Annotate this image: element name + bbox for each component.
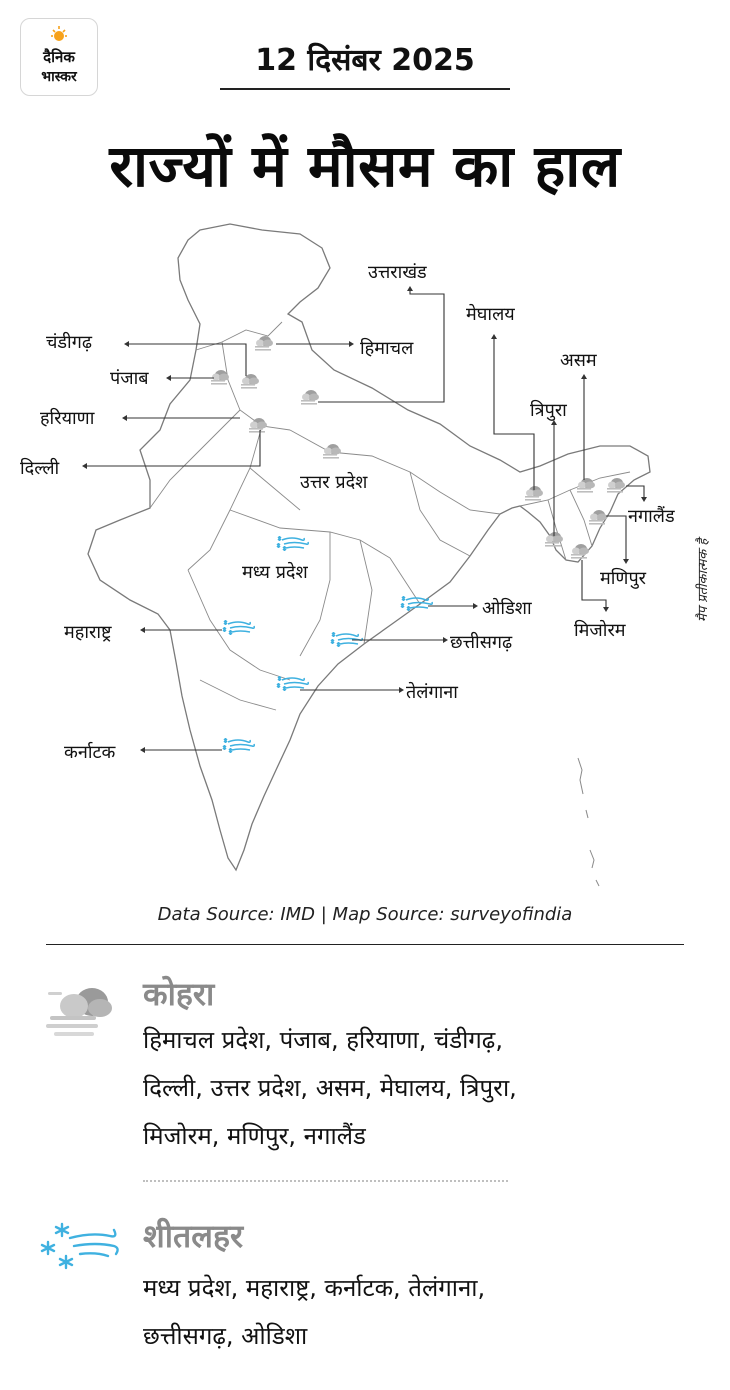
india-weather-map	[0, 210, 730, 910]
legend-coldwave-states	[143, 1264, 703, 1360]
fog-cloud-icon	[44, 980, 116, 1040]
label-karnataka: कर्नाटक	[64, 742, 116, 763]
legend-separator	[143, 1180, 508, 1182]
sun-icon	[49, 25, 69, 45]
label-odisha: ओडिशा	[482, 598, 532, 619]
legend-coldwave-line: छत्तीसगढ़, ओडिशा	[143, 1322, 308, 1350]
india-outline	[88, 224, 650, 870]
label-himachal: हिमाचल	[360, 338, 414, 359]
divider-line	[46, 944, 684, 945]
legend-coldwave-title: शीतलहर	[143, 1217, 244, 1255]
label-chandigarh: चंडीगढ़	[46, 332, 92, 353]
legend-coldwave-line: मध्य प्रदेश, महाराष्ट्र, कर्नाटक, तेलंगाना,	[143, 1274, 486, 1302]
legend-fog-line: मिजोरम, मणिपुर, नगालैंड	[143, 1122, 366, 1150]
label-assam: असम	[560, 350, 597, 371]
label-haryana: हरियाणा	[40, 408, 95, 429]
label-uttar-pradesh: उत्तर प्रदेश	[300, 472, 368, 493]
date-underline	[220, 88, 510, 90]
label-manipur: मणिपुर	[600, 568, 647, 589]
legend-fog-line: दिल्ली, उत्तर प्रदेश, असम, मेघालय, त्रिपुरा,	[143, 1074, 517, 1102]
india-map-svg	[0, 210, 730, 910]
legend-fog-title: कोहरा	[143, 975, 215, 1013]
label-mizoram: मिजोरम	[574, 620, 626, 641]
cold-wave-icon	[40, 1222, 120, 1272]
label-telangana: तेलंगाना	[406, 682, 458, 703]
map-disclaimer-text: मैप प्रतीकात्मक है	[696, 538, 711, 622]
label-nagaland: नगालैंड	[628, 506, 675, 527]
label-madhya-pradesh: मध्य प्रदेश	[242, 562, 308, 583]
date-heading: 12 दिसंबर 2025	[255, 43, 475, 78]
islands	[578, 758, 599, 886]
label-meghalaya: मेघालय	[466, 304, 515, 325]
label-chhattisgarh: छत्तीसगढ़	[450, 632, 513, 653]
label-tripura: त्रिपुरा	[530, 400, 567, 421]
legend-fog-states	[143, 1016, 703, 1160]
source-credit: Data Source: IMD | Map Source: surveyofindia	[157, 904, 573, 925]
label-punjab: पंजाब	[110, 368, 149, 389]
label-uttarakhand: उत्तराखंड	[368, 262, 427, 283]
logo-text-line1: दैनिक	[43, 48, 75, 66]
map-disclaimer	[693, 492, 711, 622]
label-maharashtra: महाराष्ट्र	[64, 622, 112, 643]
logo-text-line2: भास्कर	[41, 69, 77, 85]
label-delhi: दिल्ली	[20, 458, 60, 479]
page-title: राज्यों में मौसम का हाल	[109, 132, 621, 200]
brand-logo	[20, 18, 98, 96]
legend-fog-line: हिमाचल प्रदेश, पंजाब, हरियाणा, चंडीगढ़,	[143, 1026, 503, 1054]
